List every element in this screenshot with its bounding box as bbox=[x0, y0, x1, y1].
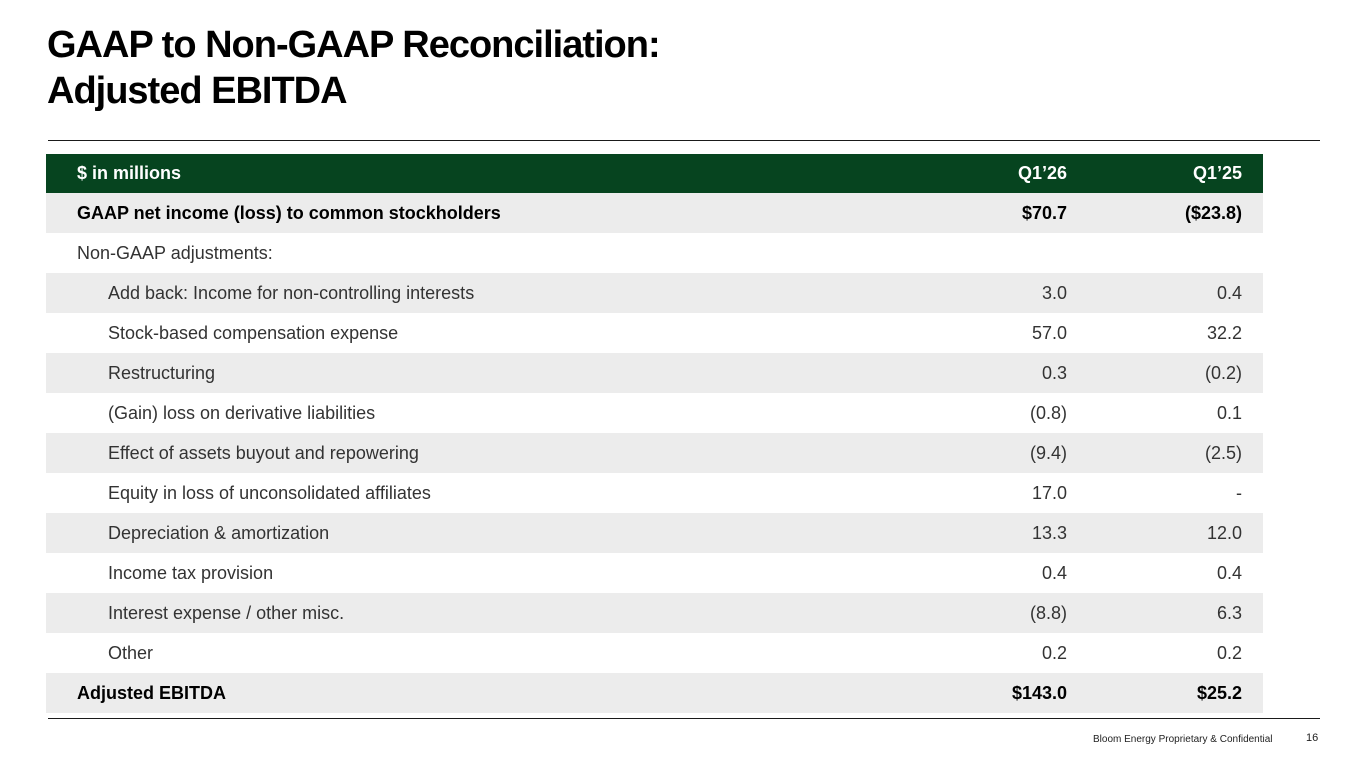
table-row bbox=[46, 273, 1263, 313]
row-value-q1-26: 17.0 bbox=[1031, 482, 1067, 503]
page-title bbox=[47, 22, 660, 114]
page-number: 16 bbox=[1306, 732, 1319, 744]
row-label: Adjusted EBITDA bbox=[77, 682, 227, 703]
table-body bbox=[46, 193, 1263, 713]
table-row bbox=[46, 633, 1263, 673]
table-row bbox=[46, 433, 1263, 473]
row-value-q1-26: (8.8) bbox=[1029, 602, 1067, 623]
row-value-q1-26: 0.2 bbox=[1041, 642, 1067, 663]
row-value-q1-25: 6.3 bbox=[1216, 602, 1242, 623]
row-label: Depreciation & amortization bbox=[108, 522, 330, 543]
row-value-q1-26: (9.4) bbox=[1029, 442, 1067, 463]
table-row bbox=[46, 593, 1263, 633]
reconciliation-table bbox=[46, 154, 1263, 713]
table-row bbox=[46, 673, 1263, 713]
row-value-q1-25: - bbox=[1236, 482, 1242, 503]
title-line-2: Adjusted EBITDA bbox=[47, 70, 347, 112]
row-label: Add back: Income for non-controlling interests bbox=[108, 282, 475, 303]
row-value-q1-25: 0.1 bbox=[1216, 402, 1242, 423]
row-value-q1-25: $25.2 bbox=[1196, 682, 1242, 703]
table-row bbox=[46, 193, 1263, 233]
row-value-q1-26: $143.0 bbox=[1011, 682, 1067, 703]
row-label: Stock-based compensation expense bbox=[108, 322, 399, 343]
row-value-q1-26: (0.8) bbox=[1029, 402, 1067, 423]
row-label: Effect of assets buyout and repowering bbox=[108, 442, 419, 463]
confidential-notice: Bloom Energy Proprietary & Confidential bbox=[1093, 734, 1273, 745]
row-value-q1-26: 0.3 bbox=[1041, 362, 1067, 383]
row-value-q1-25: ($23.8) bbox=[1184, 202, 1242, 223]
row-value-q1-25: 0.4 bbox=[1216, 282, 1242, 303]
row-value-q1-26: 13.3 bbox=[1031, 522, 1067, 543]
table-row bbox=[46, 353, 1263, 393]
row-value-q1-25: 0.4 bbox=[1216, 562, 1242, 583]
table-header-row bbox=[46, 154, 1263, 193]
row-label: Interest expense / other misc. bbox=[108, 602, 345, 623]
table-row bbox=[46, 313, 1263, 353]
row-value-q1-26: $70.7 bbox=[1021, 202, 1067, 223]
table-row bbox=[46, 233, 1263, 273]
row-label: Other bbox=[108, 642, 154, 663]
table-row bbox=[46, 513, 1263, 553]
row-label: Non-GAAP adjustments: bbox=[77, 242, 273, 263]
row-label: (Gain) loss on derivative liabilities bbox=[108, 402, 376, 423]
row-value-q1-26: 57.0 bbox=[1031, 322, 1067, 343]
row-value-q1-25: 32.2 bbox=[1206, 322, 1242, 343]
row-label: Equity in loss of unconsolidated affiliates bbox=[108, 482, 431, 503]
row-value-q1-26: 3.0 bbox=[1041, 282, 1067, 303]
top-divider bbox=[48, 140, 1320, 141]
bottom-divider bbox=[48, 718, 1320, 719]
header-q1-26: Q1’26 bbox=[1017, 163, 1067, 183]
table-row bbox=[46, 393, 1263, 433]
row-value-q1-25: (0.2) bbox=[1204, 362, 1242, 383]
row-label: Income tax provision bbox=[108, 562, 274, 583]
header-q1-25: Q1’25 bbox=[1192, 163, 1242, 183]
title-line-1: GAAP to Non-GAAP Reconciliation: bbox=[47, 24, 660, 66]
row-value-q1-25: 12.0 bbox=[1206, 522, 1242, 543]
header-label: $ in millions bbox=[77, 163, 182, 183]
table-row bbox=[46, 553, 1263, 593]
row-value-q1-26: 0.4 bbox=[1041, 562, 1067, 583]
row-value-q1-25: 0.2 bbox=[1216, 642, 1242, 663]
row-value-q1-25: (2.5) bbox=[1204, 442, 1242, 463]
row-label: Restructuring bbox=[108, 362, 216, 383]
row-label: GAAP net income (loss) to common stockholders bbox=[77, 202, 501, 223]
table-row bbox=[46, 473, 1263, 513]
